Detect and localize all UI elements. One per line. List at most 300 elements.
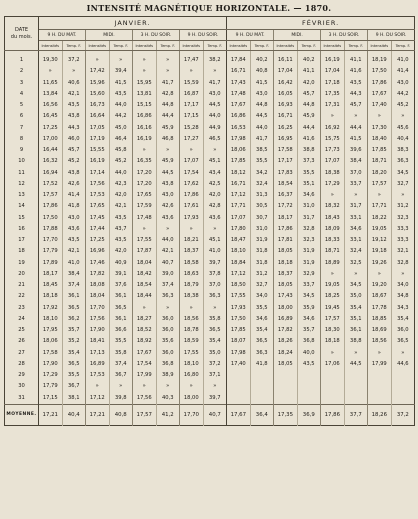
value-cell: 16,89 [274,314,298,325]
value-cell: 40,4 [62,404,86,425]
value-cell: 17,56 [86,314,110,325]
value-cell [368,370,392,381]
value-cell: » [133,303,157,314]
day-cell: 6 [5,111,39,122]
value-cell: 34,5 [344,280,368,291]
value-cell: 17,50 [39,213,63,224]
value-cell: 43,8 [156,179,180,190]
value-cell: 16,32 [39,156,63,167]
value-cell: 34,6 [297,314,321,325]
value-cell: 17,12 [86,393,110,405]
subheader-intensity: Intensités [227,41,251,51]
value-cell: 41,4 [62,190,86,201]
value-cell: 43,5 [62,100,86,111]
value-cell: 34,6 [344,224,368,235]
value-cell: 17,54 [180,168,204,179]
value-cell: 17,04 [274,66,298,77]
value-cell: 16,94 [39,168,63,179]
value-cell: 41,1 [297,66,321,77]
value-cell: 42,6 [62,179,86,190]
value-cell: 35,7 [297,325,321,336]
value-cell: 16,19 [321,55,345,66]
value-cell: 17,99 [368,359,392,370]
value-cell: 34,5 [391,168,415,179]
value-cell: 41,2 [156,404,180,425]
value-cell: 45,9 [156,123,180,134]
period-header: 9 H. DU MAT. [227,30,274,41]
value-cell: 43,5 [62,235,86,246]
value-cell: 44,3 [344,89,368,100]
value-cell: 17,25 [86,235,110,246]
value-cell: 17,12 [227,269,251,280]
table-row [5,258,415,269]
value-cell [321,370,345,381]
value-cell: 33,7 [344,179,368,190]
value-cell: 31,8 [250,258,274,269]
value-cell: 43,5 [109,213,133,224]
value-cell: 17,86 [274,224,298,235]
value-cell: 40,4 [391,134,415,145]
value-cell: 17,31 [321,100,345,111]
value-cell: 45,1 [203,235,227,246]
value-cell: 17,81 [274,235,298,246]
value-cell: 18,44 [133,291,157,302]
value-cell: 32,9 [297,269,321,280]
value-cell: 32,3 [297,235,321,246]
day-cell: 19 [5,258,39,269]
value-cell: 17,67 [227,100,251,111]
table-row [5,269,415,280]
value-cell: » [156,66,180,77]
value-cell: 17,57 [321,314,345,325]
value-cell: 43,8 [62,168,86,179]
value-cell: 17,59 [133,201,157,212]
table-row [5,168,415,179]
table-row [5,224,415,235]
table-row [5,123,415,134]
value-cell: » [368,348,392,359]
value-cell: 18,05 [274,359,298,370]
value-cell: 17,65 [133,190,157,201]
value-cell: 17,85 [227,156,251,167]
value-cell: 44,4 [156,111,180,122]
subheader-intensity: Intensités [368,41,392,51]
subheader-temperature: Temp. F. [156,41,180,51]
table-body [5,51,415,426]
value-cell: 18,18 [274,258,298,269]
value-cell: » [180,381,204,392]
day-cell: 5 [5,100,39,111]
value-cell: 44,2 [391,89,415,100]
value-cell: 31,9 [250,235,274,246]
value-cell [227,370,251,381]
period-header: MIDI. [86,30,133,41]
value-cell: 41,6 [297,134,321,145]
value-cell: 18,10 [227,246,251,257]
value-cell: 17,67 [227,404,251,425]
value-cell: 18,79 [180,280,204,291]
value-cell: 44,0 [109,168,133,179]
value-cell: 18,05 [274,280,298,291]
value-cell: 39,1 [109,269,133,280]
value-cell: 18,84 [227,258,251,269]
value-cell: 17,78 [368,303,392,314]
value-cell: 35,5 [109,336,133,347]
value-cell: 17,82 [274,325,298,336]
value-cell: 17,50 [368,66,392,77]
value-cell: 36,5 [203,325,227,336]
value-cell: 35,5 [297,168,321,179]
value-cell: 38,3 [391,145,415,156]
value-cell: 17,99 [133,370,157,381]
value-cell [344,370,368,381]
value-cell: 17,55 [180,348,204,359]
value-cell: 17,90 [39,359,63,370]
value-cell: 39,0 [156,269,180,280]
value-cell: 34,6 [297,190,321,201]
value-cell: » [39,66,63,77]
table-row [5,111,415,122]
value-cell: 44,5 [156,168,180,179]
value-cell: 37,2 [203,359,227,370]
value-cell: 45,7 [297,89,321,100]
value-cell: 37,6 [109,280,133,291]
value-cell: 18,71 [368,156,392,167]
value-cell: 42,3 [109,179,133,190]
value-cell [274,370,298,381]
value-cell: 41,1 [344,55,368,66]
value-cell: 39,4 [109,66,133,77]
value-cell [250,393,274,405]
value-cell: 38,1 [62,393,86,405]
value-cell: » [391,190,415,201]
subheader-intensity: Intensités [133,41,157,51]
value-cell: 17,07 [180,156,204,167]
value-cell: 11,65 [39,78,63,89]
value-cell: 36,5 [250,336,274,347]
period-row [5,30,415,41]
value-cell: 16,45 [39,111,63,122]
value-cell [391,381,415,392]
value-cell: » [203,381,227,392]
value-cell: 42,0 [203,190,227,201]
value-cell: 18,38 [180,291,204,302]
value-cell: 17,58 [39,348,63,359]
value-cell: 17,12 [227,190,251,201]
day-cell: 11 [5,168,39,179]
value-cell: 17,79 [39,381,63,392]
value-cell: 16,37 [274,190,298,201]
value-cell: 19,05 [321,280,345,291]
value-cell: 34,5 [297,291,321,302]
value-cell: » [203,66,227,77]
period-header: 9 H. DU SOIR. [368,30,415,41]
table-header [5,17,415,51]
value-cell: 37,4 [156,280,180,291]
value-cell: 35,1 [344,314,368,325]
value-cell: 39,8 [109,393,133,405]
value-cell: 17,71 [227,201,251,212]
value-cell: 37,2 [62,55,86,66]
value-cell: 42,8 [156,89,180,100]
value-cell: 17,53 [86,370,110,381]
value-cell: 17,50 [227,314,251,325]
table-row [5,156,415,167]
value-cell: 17,27 [180,134,204,145]
value-cell: 41,5 [344,134,368,145]
value-cell: 35,4 [344,303,368,314]
value-cell: 18,54 [274,179,298,190]
value-cell: 31,7 [297,213,321,224]
value-cell: 36,5 [109,303,133,314]
value-cell: 18,40 [368,134,392,145]
value-cell: 43,0 [391,78,415,89]
value-cell: 19,12 [368,235,392,246]
value-cell: 17,48 [227,89,251,100]
value-cell: » [156,381,180,392]
value-cell: 35,6 [156,336,180,347]
value-cell: 34,0 [250,291,274,302]
value-cell [391,393,415,405]
value-cell: 17,48 [133,213,157,224]
value-cell: 18,07 [227,336,251,347]
day-cell: 12 [5,179,39,190]
value-cell: 18,17 [274,213,298,224]
value-cell: 18,56 [180,314,204,325]
value-cell: 35,4 [250,325,274,336]
value-cell: 19,20 [368,280,392,291]
value-cell: 18,08 [86,280,110,291]
value-cell: 31,9 [297,246,321,257]
value-cell: 33,7 [297,280,321,291]
value-cell: 34,6 [250,314,274,325]
value-cell: 17,87 [133,246,157,257]
value-cell: 44,5 [203,100,227,111]
day-cell: 1 [5,55,39,66]
value-cell: 18,54 [133,280,157,291]
value-cell: 38,8 [344,336,368,347]
value-cell: 43,0 [203,89,227,100]
value-cell: 18,04 [86,291,110,302]
value-cell: 17,90 [86,325,110,336]
value-cell: 17,57 [368,179,392,190]
value-cell: 43,6 [62,224,86,235]
value-cell: 32,8 [297,224,321,235]
table-row [5,213,415,224]
table-row [5,134,415,145]
value-cell: 17,92 [39,303,63,314]
value-cell: 18,32 [321,201,345,212]
value-cell: 17,43 [227,78,251,89]
value-cell: 35,0 [203,348,227,359]
value-cell: 17,14 [86,168,110,179]
value-cell: 18,71 [321,246,345,257]
value-cell: 41,7 [250,134,274,145]
value-cell: 42,1 [62,246,86,257]
day-cell: 14 [5,201,39,212]
value-cell: 17,55 [227,291,251,302]
value-cell: 36,6 [109,325,133,336]
value-cell: 18,33 [321,235,345,246]
value-cell: 17,42 [86,66,110,77]
subheader-temperature: Temp. F. [62,41,86,51]
value-cell: 42,5 [203,179,227,190]
value-cell: 36,0 [391,325,415,336]
table-row [5,291,415,302]
table-row [5,235,415,246]
value-cell: 15,60 [86,89,110,100]
value-cell: 44,5 [250,111,274,122]
value-cell: 45,9 [297,111,321,122]
value-cell: » [203,145,227,156]
value-cell: 44,2 [109,111,133,122]
value-cell [391,370,415,381]
day-cell: 28 [5,359,39,370]
value-cell: 43,5 [297,359,321,370]
value-cell: » [391,348,415,359]
value-cell: 36,3 [250,348,274,359]
value-cell: 18,85 [368,314,392,325]
value-cell: 34,0 [391,280,415,291]
value-cell: 40,8 [250,66,274,77]
value-cell: 33,1 [344,235,368,246]
value-cell [344,393,368,405]
value-cell: » [368,190,392,201]
table-row [5,393,415,405]
value-cell: 31,3 [250,190,274,201]
value-cell: 17,85 [227,325,251,336]
value-cell: 17,57 [133,404,157,425]
value-cell: 17,93 [227,303,251,314]
value-cell: 17,35 [321,89,345,100]
value-cell: 16,35 [133,156,157,167]
value-cell: » [62,66,86,77]
value-cell: 40,9 [109,258,133,269]
day-cell: 8 [5,134,39,145]
value-cell: 41,4 [391,66,415,77]
subheader-temperature: Temp. F. [250,41,274,51]
value-cell: 35,2 [62,336,86,347]
value-cell: 19,45 [321,303,345,314]
value-cell: » [321,190,345,201]
value-cell: 17,04 [321,66,345,77]
value-cell: 17,40 [368,100,392,111]
subheader-temperature: Temp. F. [391,41,415,51]
subheader-temperature: Temp. F. [203,41,227,51]
value-cell: 37,0 [203,280,227,291]
day-cell: 10 [5,156,39,167]
value-cell: 17,72 [274,201,298,212]
subheader-temperature: Temp. F. [297,41,321,51]
value-cell: 41,7 [156,78,180,89]
value-cell: 40,6 [62,78,86,89]
day-cell: 16 [5,224,39,235]
value-cell: 43,5 [344,78,368,89]
value-cell: 45,2 [62,156,86,167]
value-cell: » [109,55,133,66]
value-cell: 37,2 [391,404,415,425]
value-cell: 17,85 [368,145,392,156]
value-cell: 39,6 [344,145,368,156]
value-cell: 17,67 [133,348,157,359]
value-cell: 18,10 [39,314,63,325]
value-cell: 35,5 [62,370,86,381]
value-cell: 43,0 [156,190,180,201]
mean-label: MOYENNE. [5,404,39,425]
value-cell: 31,8 [250,246,274,257]
value-cell: 46,5 [203,134,227,145]
value-cell: 44,3 [62,123,86,134]
value-cell: 31,9 [297,258,321,269]
value-cell: 38,2 [203,55,227,66]
value-cell: 17,86 [321,404,345,425]
value-cell: 45,2 [109,156,133,167]
value-cell: 32,1 [391,246,415,257]
value-cell: 44,0 [250,123,274,134]
value-cell: 44,9 [203,123,227,134]
value-cell: 17,95 [39,325,63,336]
value-cell: 42,1 [62,89,86,100]
value-cell: 17,13 [86,348,110,359]
value-cell: 18,42 [133,269,157,280]
value-cell [227,393,251,405]
value-cell: 17,19 [86,134,110,145]
day-cell: 26 [5,336,39,347]
value-cell: » [109,381,133,392]
day-cell: 20 [5,269,39,280]
value-cell: 35,0 [344,291,368,302]
value-cell: 31,7 [344,201,368,212]
value-cell: 42,0 [109,190,133,201]
value-cell: 18,00 [180,393,204,405]
value-cell: 18,18 [321,336,345,347]
value-cell: 18,24 [274,348,298,359]
value-cell: 18,92 [133,336,157,347]
value-cell [297,393,321,405]
mean-row [5,404,415,425]
value-cell: 34,2 [250,168,274,179]
value-cell: 17,29 [321,179,345,190]
value-cell: 18,43 [321,213,345,224]
value-cell: 44,0 [203,111,227,122]
value-cell: 17,70 [86,303,110,314]
value-cell: 18,52 [133,325,157,336]
table-row [5,336,415,347]
value-cell: 36,1 [109,291,133,302]
value-cell: 17,86 [39,201,63,212]
table-row [5,325,415,336]
value-cell: 18,89 [321,258,345,269]
value-cell: 46,8 [156,134,180,145]
value-cell: 16,87 [180,89,204,100]
value-cell: » [156,224,180,235]
day-cell: 4 [5,89,39,100]
day-cell: 27 [5,348,39,359]
value-cell: 34,8 [391,291,415,302]
value-cell: 43,0 [62,213,86,224]
value-cell: 13,84 [39,89,63,100]
value-cell: 17,18 [321,78,345,89]
value-cell: 17,65 [86,201,110,212]
value-cell: 18,58 [180,258,204,269]
value-cell: 18,27 [133,314,157,325]
value-cell: 16,64 [86,111,110,122]
value-cell: 32,3 [391,213,415,224]
value-cell: 16,42 [274,78,298,89]
value-cell: 32,4 [250,179,274,190]
value-cell: 18,10 [180,359,204,370]
value-cell: 40,7 [156,258,180,269]
